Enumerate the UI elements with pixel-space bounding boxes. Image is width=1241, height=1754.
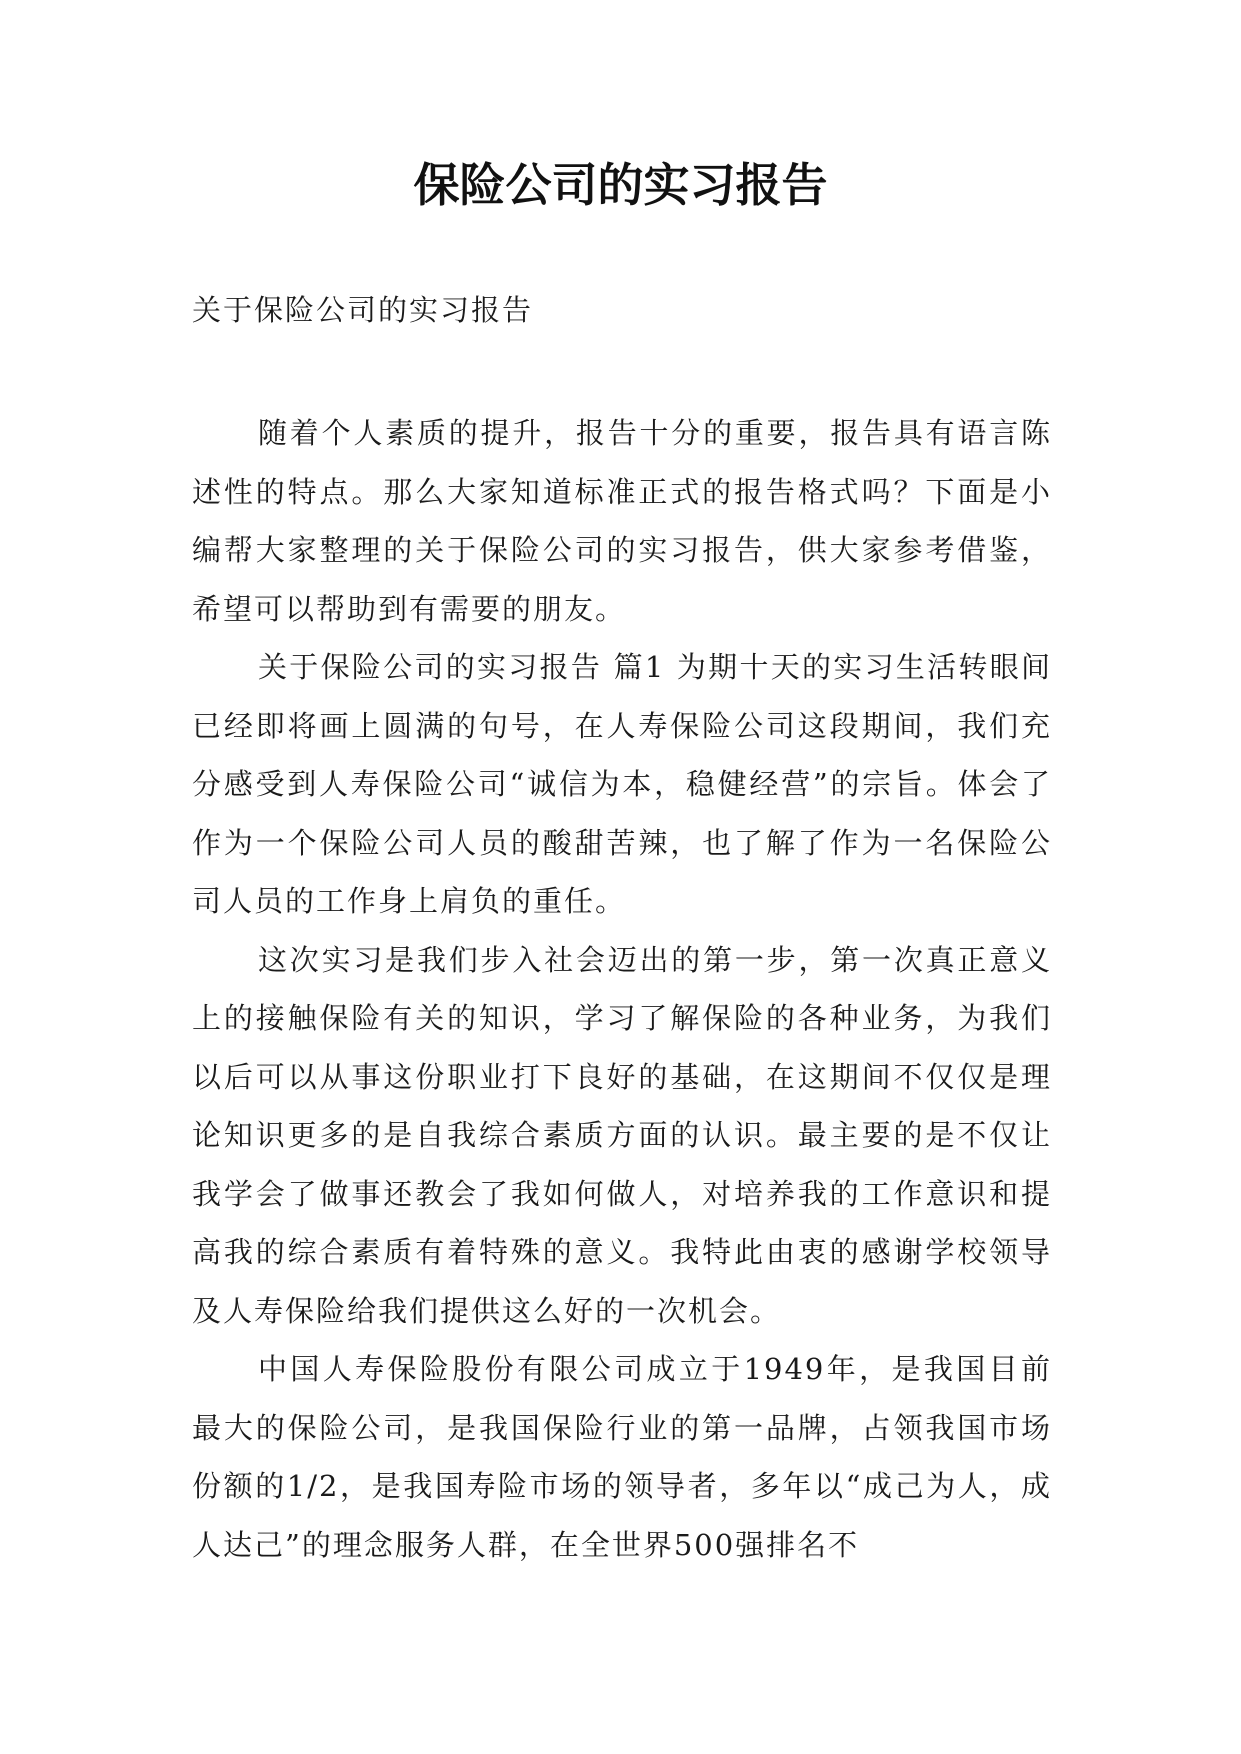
- paragraph-company-intro: 中国人寿保险股份有限公司成立于1949年，是我国目前最大的保险公司，是我国保险行业的第一品牌，占领我国市场份额的1/2，是我国寿险市场的领导者，多年以“成己为人，成人达己”的理念服务人群，在全世界500强排名不: [192, 1352, 1052, 1562]
- document-body: [192, 404, 1052, 1574]
- paragraph-section-1: 关于保险公司的实习报告 篇1 为期十天的实习生活转眼间已经即将画上圆满的句号，在人寿保险公司这段期间，我们充分感受到人寿保险公司“诚信为本，稳健经营”的宗旨。体会了作为一个保险公司人员的酸甜苦辣，也了解了作为一名保险公司人员的工作身上肩负的重任。: [192, 650, 1052, 918]
- document-title: 保险公司的实习报告: [413, 158, 828, 212]
- paragraph-internship-meaning: 这次实习是我们步入社会迈出的第一步，第一次真正意义上的接触保险有关的知识，学习了解保险的各种业务，为我们以后可以从事这份职业打下良好的基础，在这期间不仅仅是理论知识更多的是自我综合素质方面的认识。最主要的是不仅让我学会了做事还教会了我如何做人，对培养我的工作意识和提高我的综合素质有着特殊的意义。我特此由衷的感谢学校领导及人寿保险给我们提供这么好的一次机会。: [192, 942, 1052, 1328]
- paragraph-intro: 随着个人素质的提升，报告十分的重要，报告具有语言陈述性的特点。那么大家知道标准正式的报告格式吗？下面是小编帮大家整理的关于保险公司的实习报告，供大家参考借鉴，希望可以帮助到有需要的朋友。: [192, 416, 1052, 626]
- document-subtitle: 关于保险公司的实习报告: [192, 293, 534, 327]
